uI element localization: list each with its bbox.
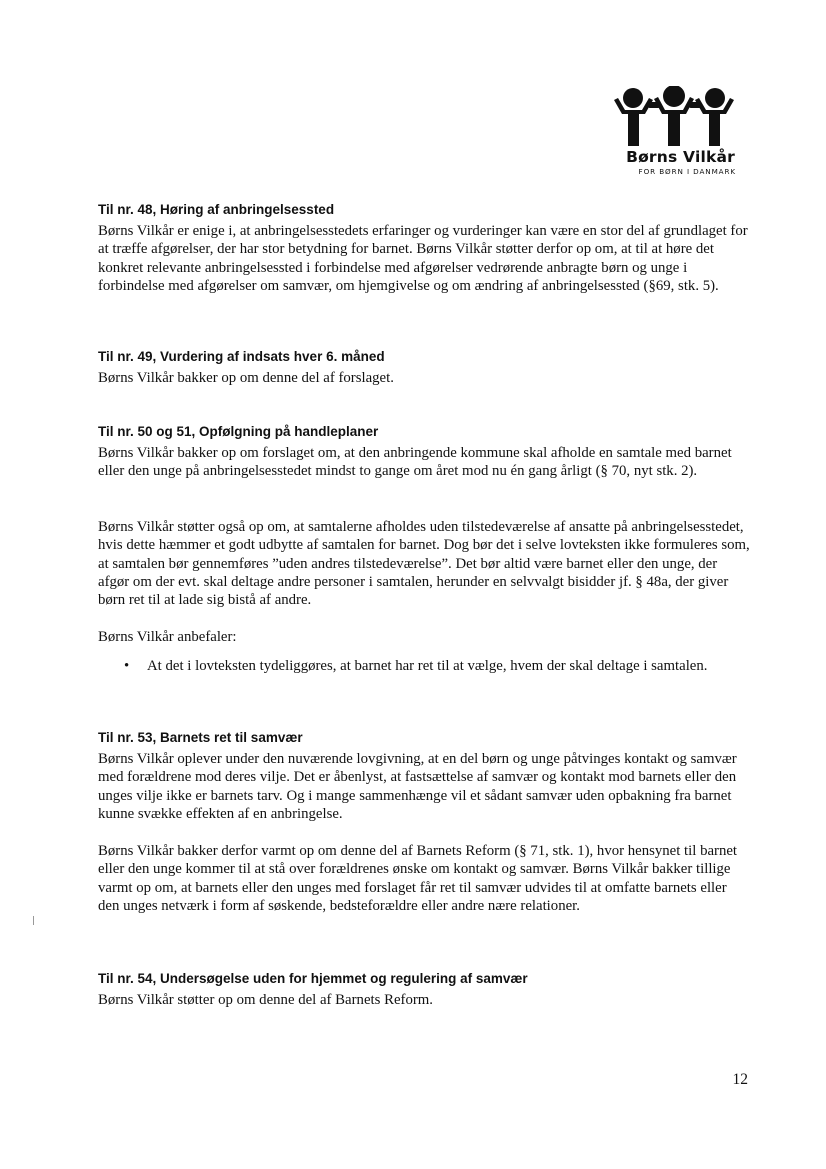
- three-children-figures-icon: [612, 86, 736, 148]
- section-48-paragraph-1: Børns Vilkår er enige i, at anbringelsesstedets erfaringer og vurderinger kan være en stor del af grundlaget for at træffe afgørelser, der har stor betydning for barnet. Børns Vilkår støtter derfor op om, at til at høre det konkret relevante anbringelsessted i forbindelse med afgørelser vedrørende anbragte børn og unge i forbindelse med afgørelser om samvær, om hjemgivelse og om ændring af anbringelsessted (§69, stk. 5).: [98, 223, 748, 294]
- logo-tagline: FOR BØRN I DANMARK: [638, 167, 736, 176]
- section-heading-54: Til nr. 54, Undersøgelse uden for hjemmet og regulering af samvær: [98, 971, 528, 986]
- section-50-51-paragraph-1: Børns Vilkår bakker op om forslaget om, at den anbringende kommune skal afholde en samtale med barnet eller den unge på anbringelsesstedet mindst to gange om året mod nu én gang årligt (§ 70, nyt stk. 2).: [98, 445, 732, 480]
- section-50-51-paragraph-2: Børns Vilkår støtter også op om, at samtalerne afholdes uden tilstedeværelse af ansatte på anbringelsesstedet, hvis dette hæmmer et godt udbytte af samtalen for barnet. Dog bør det i selve lovteksten ikke formuleres som, at samtalen bør gennemføres ”uden andres tilstedeværelse”. Det bør altid være barnet eller den unge, der afgør om der evt. skal deltage andre personer i samtalen, herunder en selvvalgt bisidder jf. § 48a, der giver børn ret til at lade sig bistå af andre.: [98, 519, 750, 609]
- section-49-paragraph-1: Børns Vilkår bakker op om denne del af forslaget.: [98, 370, 394, 386]
- page-number: 12: [732, 1071, 748, 1088]
- logo-name: Børns Vilkår: [626, 148, 735, 166]
- section-50-51-paragraph-3: Børns Vilkår anbefaler:: [98, 629, 237, 645]
- section-53-paragraph-2: Børns Vilkår bakker derfor varmt op om denne del af Barnets Reform (§ 71, stk. 1), hvor hensynet til barnet eller den unge kommer til at stå over forældrenes ønske om kontakt og samvær. Børns Vilkår bakker tillige varmt op om, at barnets eller den unges med forslaget får ret til samvær udvides til at omfatte barnets eller den unges netværk i form af søskende, bedsteforældre eller andre nære relationer.: [98, 843, 738, 914]
- borns-vilkar-logo: [608, 86, 740, 181]
- section-heading-49: Til nr. 49, Vurdering af indsats hver 6. måned: [98, 349, 385, 364]
- section-heading-50-51: Til nr. 50 og 51, Opfølgning på handleplaner: [98, 424, 379, 439]
- section-53-paragraph-1: Børns Vilkår oplever under den nuværende lovgivning, at en del børn og unge påtvinges kontakt og samvær med forældrene mod deres vilje. Det er åbenlyst, at fastsættelse af samvær og kontakt mod barnets eller den unges vilje ikke er barnets tarv. Og i mange sammenhænge vil et sådant samvær uden opbakning fra barnet kunne svække effekten af en anbringelse.: [98, 751, 737, 822]
- bullet-marker: •: [124, 658, 130, 674]
- scan-speck: [33, 916, 34, 925]
- section-heading-53: Til nr. 53, Barnets ret til samvær: [98, 730, 303, 745]
- recommendation-bullet: At det i lovteksten tydeliggøres, at barnet har ret til at vælge, hvem der skal deltage i samtalen.: [147, 658, 708, 674]
- section-54-paragraph-1: Børns Vilkår støtter op om denne del af Barnets Reform.: [98, 992, 433, 1008]
- section-heading-48: Til nr. 48, Høring af anbringelsessted: [98, 202, 335, 217]
